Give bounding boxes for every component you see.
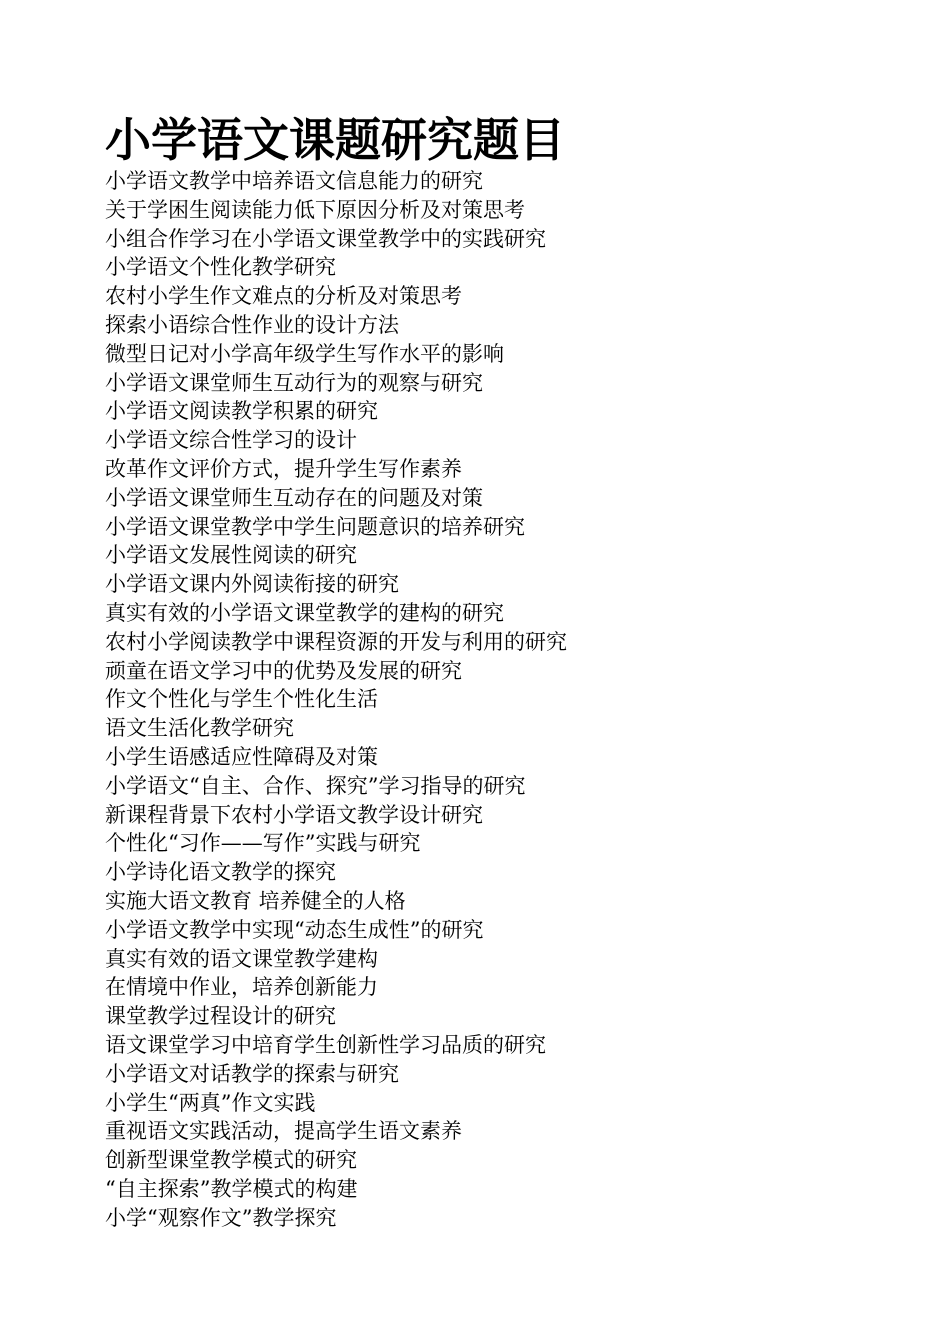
topic-item: 小学诗化语文教学的探究 bbox=[105, 860, 336, 885]
topic-item: 探索小语综合性作业的设计方法 bbox=[105, 312, 399, 337]
topic-item: 重视语文实践活动，提高学生语文素养 bbox=[105, 1119, 462, 1144]
topic-item: “自主探索”教学模式的构建 bbox=[105, 1176, 358, 1201]
topic-list bbox=[105, 167, 567, 1232]
topic-item: 语文生活化教学研究 bbox=[105, 716, 294, 741]
topic-item: 顽童在语文学习中的优势及发展的研究 bbox=[105, 658, 462, 683]
topic-item: 小学语文个性化教学研究 bbox=[105, 255, 336, 280]
topic-item: 小学语文发展性阅读的研究 bbox=[105, 543, 357, 568]
topic-item: 小学语文课堂师生互动行为的观察与研究 bbox=[105, 370, 483, 395]
topic-item: 小学语文阅读教学积累的研究 bbox=[105, 399, 378, 424]
topic-item: 作文个性化与学生个性化生活 bbox=[105, 687, 378, 712]
topic-item: 个性化“习作——写作”实践与研究 bbox=[105, 831, 421, 856]
topic-item: 小学语文课内外阅读衔接的研究 bbox=[105, 572, 399, 597]
topic-item: 小学“观察作文”教学探究 bbox=[105, 1205, 337, 1230]
topic-item: 微型日记对小学高年级学生写作水平的影响 bbox=[105, 341, 504, 366]
topic-item: 小组合作学习在小学语文课堂教学中的实践研究 bbox=[105, 226, 546, 251]
topic-item: 关于学困生阅读能力低下原因分析及对策思考 bbox=[105, 197, 525, 222]
topic-item: 小学生语感适应性障碍及对策 bbox=[105, 744, 378, 769]
topic-item: 课堂教学过程设计的研究 bbox=[105, 1004, 336, 1029]
topic-item: 农村小学阅读教学中课程资源的开发与利用的研究 bbox=[105, 629, 567, 654]
topic-item: 小学语文“自主、合作、探究”学习指导的研究 bbox=[105, 773, 526, 798]
topic-item: 在情境中作业，培养创新能力 bbox=[105, 975, 378, 1000]
topic-item: 小学语文对话教学的探索与研究 bbox=[105, 1061, 399, 1086]
topic-item: 新课程背景下农村小学语文教学设计研究 bbox=[105, 802, 483, 827]
topic-item: 小学语文课堂师生互动存在的问题及对策 bbox=[105, 485, 483, 510]
topic-item: 真实有效的小学语文课堂教学的建构的研究 bbox=[105, 600, 504, 625]
topic-item: 小学语文课堂教学中学生问题意识的培养研究 bbox=[105, 514, 525, 539]
topic-item: 农村小学生作文难点的分析及对策思考 bbox=[105, 284, 462, 309]
topic-item: 小学语文综合性学习的设计 bbox=[105, 428, 357, 453]
topic-item: 小学语文教学中培养语文信息能力的研究 bbox=[105, 169, 483, 193]
topic-item: 小学语文教学中实现“动态生成性”的研究 bbox=[105, 917, 484, 942]
topic-item: 小学生“两真”作文实践 bbox=[105, 1090, 316, 1115]
page-title: 小学语文课题研究题目 bbox=[105, 113, 565, 167]
topic-item: 改革作文评价方式，提升学生写作素养 bbox=[105, 456, 462, 481]
topic-item: 语文课堂学习中培育学生创新性学习品质的研究 bbox=[105, 1032, 546, 1057]
topic-item: 创新型课堂教学模式的研究 bbox=[105, 1148, 357, 1173]
topic-item: 真实有效的语文课堂教学建构 bbox=[105, 946, 378, 971]
topic-item: 实施大语文教育 培养健全的人格 bbox=[105, 888, 406, 913]
